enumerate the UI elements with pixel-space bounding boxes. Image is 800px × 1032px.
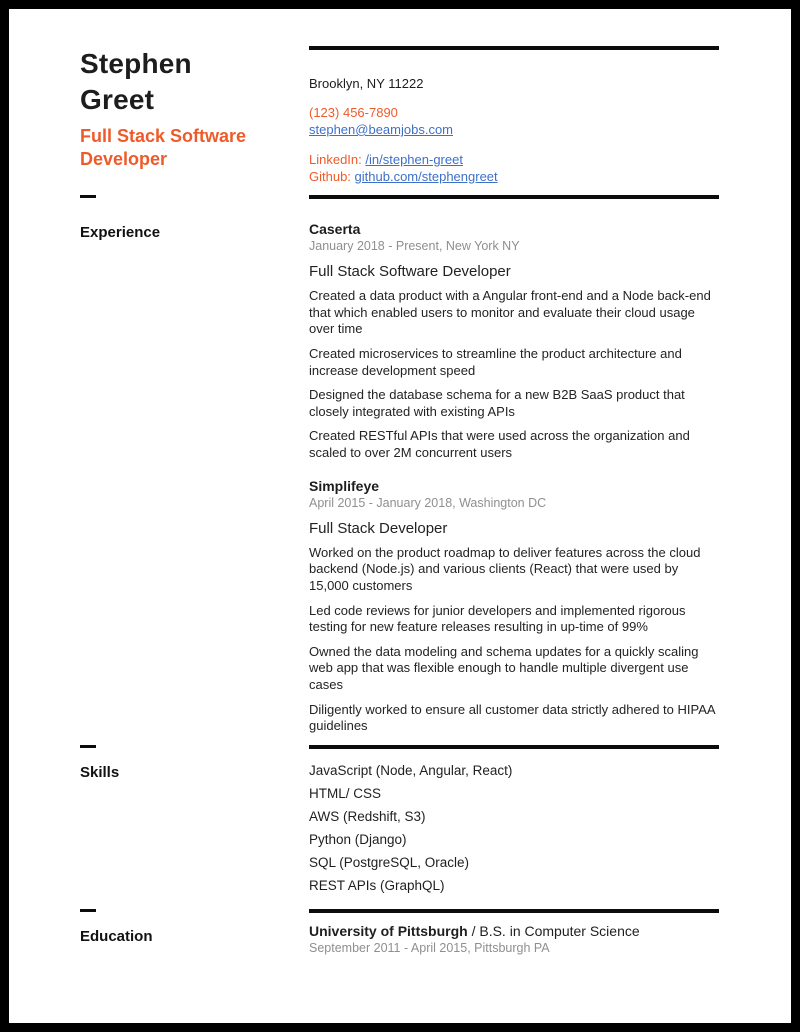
job-bullet: Designed the database schema for a new B2B SaaS product that closely integrated with existing APIs xyxy=(309,387,685,419)
experience-heading: Experience xyxy=(80,224,161,241)
experience-dash xyxy=(80,195,96,198)
header-row xyxy=(80,46,719,185)
person-job-title xyxy=(80,125,280,172)
person-job-title-line2: Developer xyxy=(80,149,168,170)
education-top-rule xyxy=(309,909,719,913)
degree-line xyxy=(309,923,719,939)
skills-heading: Skills xyxy=(80,763,120,781)
job-bullet: Created a data product with a Angular front-end and a Node back-end that which enabled users to monitor and evaluate their cloud usage over time xyxy=(309,288,711,337)
experience-content xyxy=(309,195,719,735)
job-entry-caserta xyxy=(309,221,719,462)
skills-top-rule xyxy=(309,745,719,749)
contact-top-rule xyxy=(309,46,719,50)
skill-item: Python (Django) xyxy=(309,831,407,847)
education-section xyxy=(80,909,719,955)
skills-list xyxy=(309,759,719,897)
experience-header-cell xyxy=(80,195,309,735)
skill-item: AWS (Redshift, S3) xyxy=(309,808,426,824)
education-header-cell xyxy=(80,909,309,955)
job-bullet: Created RESTful APIs that were used across the organization and scaled to over 2M concurrent users xyxy=(309,428,690,460)
contact-block xyxy=(309,46,719,185)
education-content xyxy=(309,909,719,955)
skills-content xyxy=(309,745,719,897)
skills-dash xyxy=(80,745,96,748)
job-bullet: Led code reviews for junior developers and implemented rigorous testing for new feature releases resulting in up-time of 99% xyxy=(309,602,686,635)
job-dates: January 2018 - Present, New York NY xyxy=(309,239,520,253)
skills-header-cell xyxy=(80,745,309,897)
job-entry-simplifeye xyxy=(309,478,719,735)
skill-item: JavaScript (Node, Angular, React) xyxy=(309,762,513,778)
company-name: Simplifeye xyxy=(309,477,380,494)
contact-location: Brooklyn, NY 11222 xyxy=(309,76,424,91)
job-bullet: Created microservices to streamline the product architecture and increase development speed xyxy=(309,345,682,378)
linkedin-link[interactable]: /in/stephen-greet xyxy=(365,152,463,167)
person-job-title-line1: Full Stack Software xyxy=(80,126,247,147)
linkedin-line xyxy=(309,151,719,168)
github-label: Github: xyxy=(309,169,351,184)
skills-section xyxy=(80,745,719,897)
github-link[interactable]: github.com/stephengreet xyxy=(354,169,498,184)
email-link[interactable]: stephen@beamjobs.com xyxy=(309,122,453,137)
job-bullet: Worked on the product roadmap to deliver features across the cloud backend (Node.js) and various clients (React) that were used by 15,000 customers xyxy=(309,544,701,593)
github-line xyxy=(309,168,719,185)
person-name xyxy=(80,46,280,117)
degree-name: / B.S. in Computer Science xyxy=(471,922,640,939)
job-dates: April 2015 - January 2018, Washington DC xyxy=(309,495,547,510)
experience-top-rule xyxy=(309,195,719,199)
job-role: Full Stack Developer xyxy=(309,519,448,537)
linkedin-label: LinkedIn: xyxy=(309,152,362,167)
header-left xyxy=(80,46,309,185)
experience-section xyxy=(80,195,719,735)
company-name: Caserta xyxy=(309,221,361,237)
person-name-line2: Greet xyxy=(80,83,155,115)
education-dates: September 2011 - April 2015, Pittsburgh PA xyxy=(309,940,550,955)
job-role: Full Stack Software Developer xyxy=(309,263,511,280)
skill-item: HTML/ CSS xyxy=(309,785,382,801)
education-dash xyxy=(80,909,96,912)
skill-item: SQL (PostgreSQL, Oracle) xyxy=(309,854,470,870)
education-heading: Education xyxy=(80,927,153,945)
job-bullet: Owned the data modeling and schema updates for a quickly scaling web app that was flexible enough to handle multiple divergent use cases xyxy=(309,643,699,692)
contact-phone: (123) 456-7890 xyxy=(309,105,398,120)
person-name-line1: Stephen xyxy=(80,48,192,79)
school-name: University of Pittsburgh xyxy=(309,922,468,939)
skill-item: REST APIs (GraphQL) xyxy=(309,877,445,893)
job-bullet: Diligently worked to ensure all customer data strictly adhered to HIPAA guidelines xyxy=(309,701,715,734)
